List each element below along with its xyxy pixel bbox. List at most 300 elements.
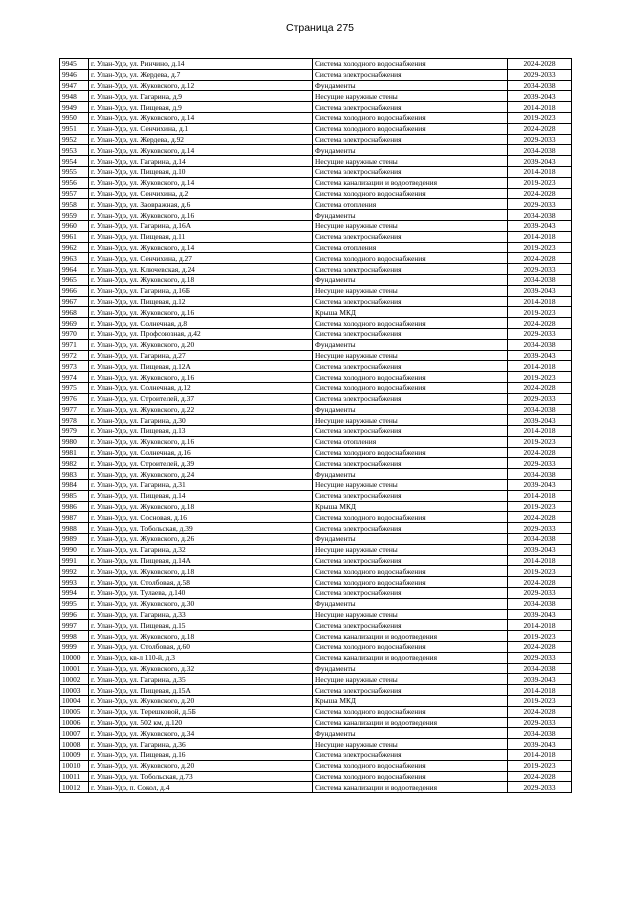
work-type-cell: Несущие наружные стены — [313, 91, 508, 102]
address-cell: г. Улан-Удэ, ул. Жуковского, д.18 — [89, 566, 313, 577]
table-row — [60, 156, 572, 167]
period-cell: 2029-2033 — [508, 717, 572, 728]
row-number-cell: 10001 — [60, 663, 89, 674]
work-type-cell: Несущие наружные стены — [313, 285, 508, 296]
row-number-cell: 9972 — [60, 350, 89, 361]
work-type-cell: Фундаменты — [313, 145, 508, 156]
period-cell: 2034-2038 — [508, 404, 572, 415]
period-cell: 2014-2018 — [508, 231, 572, 242]
address-cell: г. Улан-Удэ, ул. Жуковского, д.26 — [89, 534, 313, 545]
work-type-cell: Система холодного водоснабжения — [313, 642, 508, 653]
work-type-cell: Система холодного водоснабжения — [313, 760, 508, 771]
address-cell: г. Улан-Удэ, ул. Заовражная, д.6 — [89, 199, 313, 210]
period-cell: 2019-2023 — [508, 242, 572, 253]
work-type-cell: Фундаменты — [313, 728, 508, 739]
address-cell: г. Улан-Удэ, ул. Пищевая, д.15 — [89, 620, 313, 631]
address-cell: г. Улан-Удэ, ул. Жуковского, д.16 — [89, 372, 313, 383]
address-cell: г. Улан-Удэ, ул. Пищевая, д.15А — [89, 685, 313, 696]
address-cell: г. Улан-Удэ, ул. Гагарина, д.16А — [89, 220, 313, 231]
period-cell: 2024-2028 — [508, 318, 572, 329]
period-cell: 2039-2043 — [508, 156, 572, 167]
address-cell: г. Улан-Удэ, ул. Пищевая, д.12А — [89, 361, 313, 372]
table-row — [60, 652, 572, 663]
table-row — [60, 760, 572, 771]
work-type-cell: Система электроснабжения — [313, 620, 508, 631]
table-row — [60, 782, 572, 793]
row-number-cell: 9947 — [60, 80, 89, 91]
address-cell: г. Улан-Удэ, ул. Жуковского, д.16 — [89, 210, 313, 221]
work-type-cell: Система электроснабжения — [313, 134, 508, 145]
address-cell: г. Улан-Удэ, ул. Жуковского, д.14 — [89, 145, 313, 156]
row-number-cell: 10008 — [60, 739, 89, 750]
work-type-cell: Система электроснабжения — [313, 750, 508, 761]
row-number-cell: 9974 — [60, 372, 89, 383]
table-row — [60, 220, 572, 231]
work-type-cell: Система холодного водоснабжения — [313, 447, 508, 458]
row-number-cell: 9965 — [60, 274, 89, 285]
work-type-cell: Система электроснабжения — [313, 426, 508, 437]
table-row — [60, 134, 572, 145]
work-type-cell: Система холодного водоснабжения — [313, 123, 508, 134]
address-cell: г. Улан-Удэ, ул. Пищевая, д.9 — [89, 102, 313, 113]
address-cell: г. Улан-Удэ, ул. Строителей, д.39 — [89, 458, 313, 469]
table-row — [60, 199, 572, 210]
row-number-cell: 9955 — [60, 166, 89, 177]
work-type-cell: Система электроснабжения — [313, 328, 508, 339]
address-cell: г. Улан-Удэ, ул. Жердева, д.92 — [89, 134, 313, 145]
work-type-cell: Система отопления — [313, 242, 508, 253]
period-cell: 2039-2043 — [508, 285, 572, 296]
period-cell: 2039-2043 — [508, 480, 572, 491]
table-row — [60, 123, 572, 134]
address-cell: г. Улан-Удэ, ул. Гагарина, д.31 — [89, 480, 313, 491]
address-cell: г. Улан-Удэ, ул. Жуковского, д.14 — [89, 242, 313, 253]
period-cell: 2029-2033 — [508, 652, 572, 663]
row-number-cell: 9997 — [60, 620, 89, 631]
period-cell: 2024-2028 — [508, 512, 572, 523]
period-cell: 2024-2028 — [508, 771, 572, 782]
address-cell: г. Улан-Удэ, ул. Пищевая, д.10 — [89, 166, 313, 177]
period-cell: 2014-2018 — [508, 296, 572, 307]
work-type-cell: Система электроснабжения — [313, 685, 508, 696]
table-row — [60, 642, 572, 653]
work-type-cell: Крыша МКД — [313, 501, 508, 512]
table-row — [60, 361, 572, 372]
row-number-cell: 9999 — [60, 642, 89, 653]
address-cell: г. Улан-Удэ, ул. Гагарина, д.27 — [89, 350, 313, 361]
address-cell: г. Улан-Удэ, ул. Ключевская, д.24 — [89, 264, 313, 275]
table-row — [60, 706, 572, 717]
row-number-cell: 9989 — [60, 534, 89, 545]
row-number-cell: 9991 — [60, 555, 89, 566]
work-type-cell: Несущие наружные стены — [313, 415, 508, 426]
address-cell: г. Улан-Удэ, ул. Жердева, д.7 — [89, 69, 313, 80]
period-cell: 2034-2038 — [508, 469, 572, 480]
row-number-cell: 10000 — [60, 652, 89, 663]
table-row — [60, 231, 572, 242]
work-type-cell: Система электроснабжения — [313, 166, 508, 177]
period-cell: 2014-2018 — [508, 426, 572, 437]
row-number-cell: 9957 — [60, 188, 89, 199]
period-cell: 2014-2018 — [508, 685, 572, 696]
period-cell: 2029-2033 — [508, 328, 572, 339]
table-row — [60, 426, 572, 437]
table-row — [60, 501, 572, 512]
row-number-cell: 9946 — [60, 69, 89, 80]
table-row — [60, 620, 572, 631]
period-cell: 2029-2033 — [508, 134, 572, 145]
row-number-cell: 9994 — [60, 588, 89, 599]
row-number-cell: 9970 — [60, 328, 89, 339]
address-cell: г. Улан-Удэ, ул. Жуковского, д.30 — [89, 598, 313, 609]
work-type-cell: Несущие наружные стены — [313, 544, 508, 555]
row-number-cell: 9976 — [60, 393, 89, 404]
work-type-cell: Система электроснабжения — [313, 264, 508, 275]
table-row — [60, 274, 572, 285]
address-cell: г. Улан-Удэ, ул. Строителей, д.37 — [89, 393, 313, 404]
period-cell: 2014-2018 — [508, 166, 572, 177]
address-cell: г. Улан-Удэ, ул. Гагарина, д.9 — [89, 91, 313, 102]
period-cell: 2019-2023 — [508, 696, 572, 707]
table-row — [60, 534, 572, 545]
row-number-cell: 10011 — [60, 771, 89, 782]
work-type-cell: Система электроснабжения — [313, 490, 508, 501]
work-type-cell: Система холодного водоснабжения — [313, 59, 508, 70]
work-type-cell: Система холодного водоснабжения — [313, 566, 508, 577]
address-cell: г. Улан-Удэ, ул. Жуковского, д.12 — [89, 80, 313, 91]
period-cell: 2019-2023 — [508, 566, 572, 577]
table-row — [60, 447, 572, 458]
work-type-cell: Система холодного водоснабжения — [313, 577, 508, 588]
row-number-cell: 9993 — [60, 577, 89, 588]
table-row — [60, 728, 572, 739]
row-number-cell: 9954 — [60, 156, 89, 167]
work-type-cell: Система канализации и водоотведения — [313, 631, 508, 642]
table-row — [60, 512, 572, 523]
period-cell: 2029-2033 — [508, 523, 572, 534]
work-type-cell: Система электроснабжения — [313, 296, 508, 307]
address-cell: г. Улан-Удэ, ул. Тулаева, д.140 — [89, 588, 313, 599]
row-number-cell: 9967 — [60, 296, 89, 307]
row-number-cell: 9945 — [60, 59, 89, 70]
row-number-cell: 9979 — [60, 426, 89, 437]
table-row — [60, 609, 572, 620]
work-type-cell: Система отопления — [313, 199, 508, 210]
row-number-cell: 10007 — [60, 728, 89, 739]
work-type-cell: Несущие наружные стены — [313, 739, 508, 750]
row-number-cell: 9995 — [60, 598, 89, 609]
period-cell: 2034-2038 — [508, 663, 572, 674]
work-type-cell: Крыша МКД — [313, 696, 508, 707]
table-row — [60, 555, 572, 566]
address-cell: г. Улан-Удэ, ул. 502 км, д.120 — [89, 717, 313, 728]
address-cell: г. Улан-Удэ, ул. Солнечная, д.16 — [89, 447, 313, 458]
work-type-cell: Система холодного водоснабжения — [313, 771, 508, 782]
period-cell: 2039-2043 — [508, 91, 572, 102]
row-number-cell: 9977 — [60, 404, 89, 415]
period-cell: 2029-2033 — [508, 458, 572, 469]
period-cell: 2024-2028 — [508, 123, 572, 134]
period-cell: 2034-2038 — [508, 339, 572, 350]
address-cell: г. Улан-Удэ, ул. Жуковского, д.16 — [89, 307, 313, 318]
table-row — [60, 739, 572, 750]
row-number-cell: 10005 — [60, 706, 89, 717]
address-cell: г. Улан-Удэ, ул. Пищевая, д.12 — [89, 296, 313, 307]
table-row — [60, 339, 572, 350]
period-cell: 2019-2023 — [508, 307, 572, 318]
period-cell: 2014-2018 — [508, 750, 572, 761]
address-cell: г. Улан-Удэ, ул. Пищевая, д.11 — [89, 231, 313, 242]
work-type-cell: Система электроснабжения — [313, 555, 508, 566]
address-cell: г. Улан-Удэ, ул. Столбовая, д.60 — [89, 642, 313, 653]
row-number-cell: 9987 — [60, 512, 89, 523]
period-cell: 2019-2023 — [508, 631, 572, 642]
table-row — [60, 480, 572, 491]
row-number-cell: 9969 — [60, 318, 89, 329]
row-number-cell: 9998 — [60, 631, 89, 642]
register-table — [59, 58, 572, 793]
row-number-cell: 9971 — [60, 339, 89, 350]
work-type-cell: Система электроснабжения — [313, 361, 508, 372]
table-row — [60, 318, 572, 329]
address-cell: г. Улан-Удэ, ул. Жуковского, д.14 — [89, 112, 313, 123]
row-number-cell: 9984 — [60, 480, 89, 491]
period-cell: 2029-2033 — [508, 69, 572, 80]
period-cell: 2039-2043 — [508, 350, 572, 361]
row-number-cell: 9968 — [60, 307, 89, 318]
row-number-cell: 9948 — [60, 91, 89, 102]
row-number-cell: 9958 — [60, 199, 89, 210]
work-type-cell: Фундаменты — [313, 598, 508, 609]
period-cell: 2029-2033 — [508, 393, 572, 404]
table-row — [60, 393, 572, 404]
row-number-cell: 9982 — [60, 458, 89, 469]
row-number-cell: 9951 — [60, 123, 89, 134]
address-cell: г. Улан-Удэ, ул. Пищевая, д.13 — [89, 426, 313, 437]
row-number-cell: 10002 — [60, 674, 89, 685]
period-cell: 2019-2023 — [508, 372, 572, 383]
row-number-cell: 9952 — [60, 134, 89, 145]
work-type-cell: Фундаменты — [313, 210, 508, 221]
address-cell: г. Улан-Удэ, ул. Гагарина, д.32 — [89, 544, 313, 555]
period-cell: 2039-2043 — [508, 415, 572, 426]
table-row — [60, 490, 572, 501]
table-row — [60, 685, 572, 696]
period-cell: 2024-2028 — [508, 447, 572, 458]
address-cell: г. Улан-Удэ, ул. Солнечная, д.8 — [89, 318, 313, 329]
period-cell: 2034-2038 — [508, 145, 572, 156]
row-number-cell: 9963 — [60, 253, 89, 264]
address-cell: г. Улан-Удэ, ул. Сенчихина, д.1 — [89, 123, 313, 134]
address-cell: г. Улан-Удэ, ул. Жуковского, д.18 — [89, 631, 313, 642]
address-cell: г. Улан-Удэ, ул. Столбовая, д.58 — [89, 577, 313, 588]
period-cell: 2014-2018 — [508, 361, 572, 372]
row-number-cell: 10012 — [60, 782, 89, 793]
row-number-cell: 10009 — [60, 750, 89, 761]
table-row — [60, 415, 572, 426]
address-cell: г. Улан-Удэ, ул. Терешковой, д.5Б — [89, 706, 313, 717]
row-number-cell: 10004 — [60, 696, 89, 707]
row-number-cell: 9973 — [60, 361, 89, 372]
table-row — [60, 696, 572, 707]
row-number-cell: 9959 — [60, 210, 89, 221]
table-row — [60, 577, 572, 588]
address-cell: г. Улан-Удэ, ул. Сенчихина, д.2 — [89, 188, 313, 199]
page-header: Страница 275 — [285, 22, 355, 34]
table-row — [60, 145, 572, 156]
table-row — [60, 458, 572, 469]
address-cell: г. Улан-Удэ, ул. Гагарина, д.14 — [89, 156, 313, 167]
table-row — [60, 59, 572, 70]
table-row — [60, 631, 572, 642]
address-cell: г. Улан-Удэ, ул. Жуковского, д.16 — [89, 436, 313, 447]
row-number-cell: 10010 — [60, 760, 89, 771]
table-row — [60, 404, 572, 415]
row-number-cell: 9992 — [60, 566, 89, 577]
address-cell: г. Улан-Удэ, ул. Сенчихина, д.27 — [89, 253, 313, 264]
row-number-cell: 9996 — [60, 609, 89, 620]
address-cell: г. Улан-Удэ, ул. Жуковского, д.24 — [89, 469, 313, 480]
address-cell: г. Улан-Удэ, ул. Жуковского, д.18 — [89, 501, 313, 512]
period-cell: 2019-2023 — [508, 501, 572, 512]
period-cell: 2034-2038 — [508, 728, 572, 739]
work-type-cell: Система холодного водоснабжения — [313, 318, 508, 329]
table-row — [60, 523, 572, 534]
period-cell: 2039-2043 — [508, 220, 572, 231]
table-row — [60, 80, 572, 91]
register-table-body — [60, 59, 572, 793]
address-cell: г. Улан-Удэ, ул. Пищевая, д.16 — [89, 750, 313, 761]
period-cell: 2034-2038 — [508, 598, 572, 609]
address-cell: г. Улан-Удэ, кв-л 110-й, д.3 — [89, 652, 313, 663]
period-cell: 2024-2028 — [508, 706, 572, 717]
table-row — [60, 166, 572, 177]
row-number-cell: 9949 — [60, 102, 89, 113]
period-cell: 2019-2023 — [508, 112, 572, 123]
work-type-cell: Система электроснабжения — [313, 102, 508, 113]
address-cell: г. Улан-Удэ, ул. Жуковского, д.34 — [89, 728, 313, 739]
period-cell: 2039-2043 — [508, 609, 572, 620]
work-type-cell: Система холодного водоснабжения — [313, 372, 508, 383]
table-row — [60, 663, 572, 674]
table-row — [60, 69, 572, 80]
period-cell: 2034-2038 — [508, 274, 572, 285]
period-cell: 2014-2018 — [508, 555, 572, 566]
period-cell: 2029-2033 — [508, 782, 572, 793]
work-type-cell: Система канализации и водоотведения — [313, 652, 508, 663]
address-cell: г. Улан-Удэ, ул. Тобольская, д.39 — [89, 523, 313, 534]
period-cell: 2019-2023 — [508, 760, 572, 771]
table-row — [60, 544, 572, 555]
period-cell: 2039-2043 — [508, 544, 572, 555]
address-cell: г. Улан-Удэ, п. Сокол, д.4 — [89, 782, 313, 793]
table-row — [60, 253, 572, 264]
table-row — [60, 717, 572, 728]
address-cell: г. Улан-Удэ, ул. Сосновая, д.16 — [89, 512, 313, 523]
address-cell: г. Улан-Удэ, ул. Жуковского, д.14 — [89, 177, 313, 188]
table-row — [60, 771, 572, 782]
work-type-cell: Фундаменты — [313, 339, 508, 350]
table-row — [60, 436, 572, 447]
address-cell: г. Улан-Удэ, ул. Пищевая, д.14 — [89, 490, 313, 501]
address-cell: г. Улан-Удэ, ул. Тобольская, д.73 — [89, 771, 313, 782]
row-number-cell: 10003 — [60, 685, 89, 696]
period-cell: 2014-2018 — [508, 102, 572, 113]
table-row — [60, 588, 572, 599]
work-type-cell: Несущие наружные стены — [313, 674, 508, 685]
row-number-cell: 10006 — [60, 717, 89, 728]
row-number-cell: 9978 — [60, 415, 89, 426]
address-cell: г. Улан-Удэ, ул. Жуковского, д.32 — [89, 663, 313, 674]
work-type-cell: Система электроснабжения — [313, 588, 508, 599]
row-number-cell: 9986 — [60, 501, 89, 512]
work-type-cell: Несущие наружные стены — [313, 156, 508, 167]
row-number-cell: 9960 — [60, 220, 89, 231]
work-type-cell: Фундаменты — [313, 469, 508, 480]
table-row — [60, 307, 572, 318]
period-cell: 2029-2033 — [508, 264, 572, 275]
table-row — [60, 102, 572, 113]
address-cell: г. Улан-Удэ, ул. Солнечная, д.12 — [89, 382, 313, 393]
row-number-cell: 9985 — [60, 490, 89, 501]
table-row — [60, 598, 572, 609]
table-row — [60, 188, 572, 199]
table-row — [60, 91, 572, 102]
period-cell: 2019-2023 — [508, 436, 572, 447]
period-cell: 2029-2033 — [508, 588, 572, 599]
row-number-cell: 9961 — [60, 231, 89, 242]
address-cell: г. Улан-Удэ, ул. Гагарина, д.16Б — [89, 285, 313, 296]
period-cell: 2024-2028 — [508, 253, 572, 264]
work-type-cell: Фундаменты — [313, 274, 508, 285]
work-type-cell: Система электроснабжения — [313, 458, 508, 469]
address-cell: г. Улан-Удэ, ул. Жуковского, д.20 — [89, 760, 313, 771]
address-cell: г. Улан-Удэ, ул. Жуковского, д.20 — [89, 696, 313, 707]
work-type-cell: Система канализации и водоотведения — [313, 177, 508, 188]
work-type-cell: Несущие наружные стены — [313, 609, 508, 620]
address-cell: г. Улан-Удэ, ул. Гагарина, д.36 — [89, 739, 313, 750]
period-cell: 2034-2038 — [508, 80, 572, 91]
work-type-cell: Система электроснабжения — [313, 523, 508, 534]
table-row — [60, 112, 572, 123]
row-number-cell: 9964 — [60, 264, 89, 275]
work-type-cell: Система канализации и водоотведения — [313, 782, 508, 793]
work-type-cell: Несущие наружные стены — [313, 350, 508, 361]
table-row — [60, 328, 572, 339]
address-cell: г. Улан-Удэ, ул. Профсоюзная, д.42 — [89, 328, 313, 339]
row-number-cell: 9983 — [60, 469, 89, 480]
table-row — [60, 566, 572, 577]
address-cell: г. Улан-Удэ, ул. Гагарина, д.33 — [89, 609, 313, 620]
period-cell: 2024-2028 — [508, 59, 572, 70]
work-type-cell: Система отопления — [313, 436, 508, 447]
period-cell: 2024-2028 — [508, 188, 572, 199]
work-type-cell: Система холодного водоснабжения — [313, 706, 508, 717]
row-number-cell: 9975 — [60, 382, 89, 393]
work-type-cell: Несущие наружные стены — [313, 480, 508, 491]
table-row — [60, 469, 572, 480]
row-number-cell: 9981 — [60, 447, 89, 458]
period-cell: 2014-2018 — [508, 620, 572, 631]
work-type-cell: Крыша МКД — [313, 307, 508, 318]
row-number-cell: 9990 — [60, 544, 89, 555]
work-type-cell: Система электроснабжения — [313, 393, 508, 404]
row-number-cell: 9953 — [60, 145, 89, 156]
period-cell: 2034-2038 — [508, 210, 572, 221]
address-cell: г. Улан-Удэ, ул. Жуковского, д.18 — [89, 274, 313, 285]
address-cell: г. Улан-Удэ, ул. Гагарина, д.30 — [89, 415, 313, 426]
row-number-cell: 9966 — [60, 285, 89, 296]
